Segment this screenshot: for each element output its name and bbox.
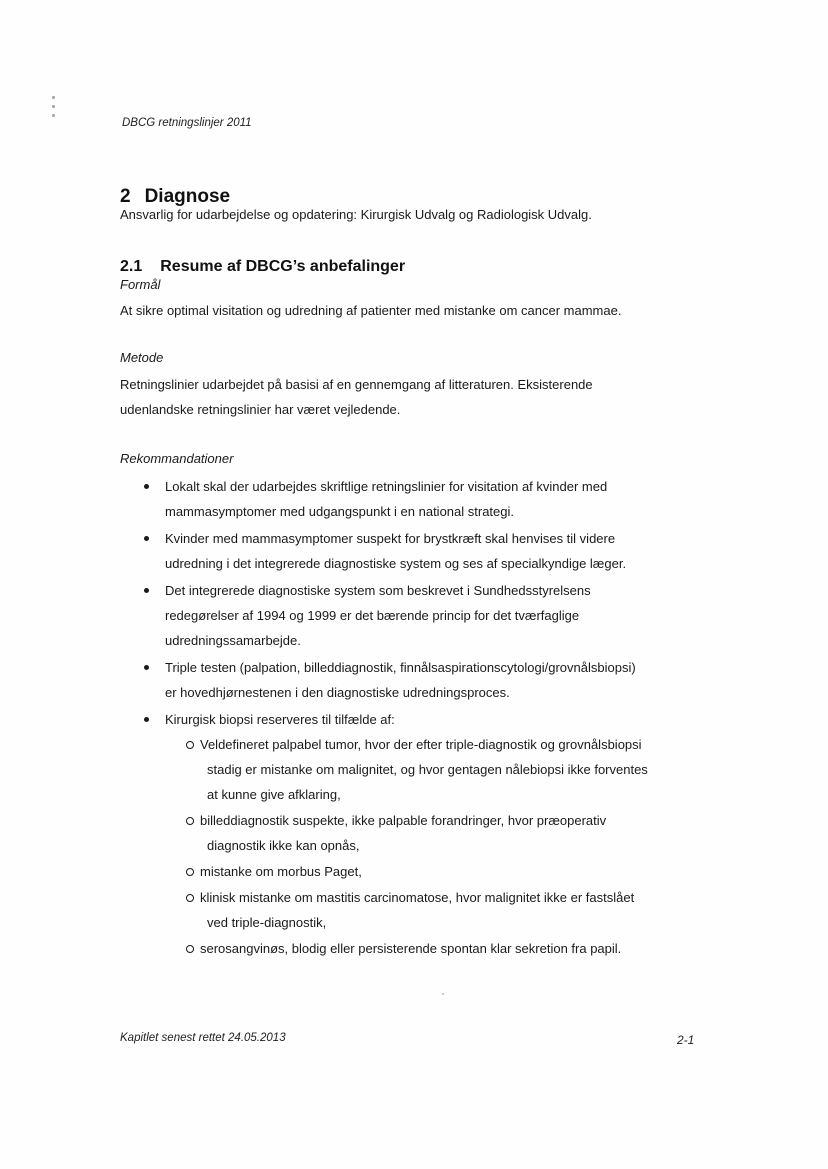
scan-speck — [442, 993, 444, 995]
list-item: Kirurgisk biopsi reserveres til tilfælde af: Veldefineret palpabel tumor, hvor der efter triple-diagnostik og grovnålsbiopsi stadig er mistanke om malignitet, og hvor gentagen nålebiopsi ikke forventes at kunne give afklaring, billeddiagnostik suspekte, ikke palpable forandringer, hvor præoperativ diagnostik ikke kan opnås, mistanke om morbus Paget, klinisk mistanke om mastitis carcinomatose, hvor malignitet ikke er fastslået ved triple-diagnostik, serosangvinøs, blodig eller persisterende spontan klar sekretion fra papil. — [120, 707, 720, 961]
running-header: DBCG retningslinjer 2011 — [122, 117, 252, 129]
footer-revision-date: Kapitlet senest rettet 24.05.2013 — [120, 1032, 286, 1044]
chapter-title-text: Diagnose — [144, 186, 231, 207]
list-item: Det integrerede diagnostiske system som beskrevet i Sundhedsstyrelsens redegørelser af 1994 og 1999 er det bærende princip for det tværfaglige udredningssamarbejde. — [120, 578, 720, 653]
bullet-icon — [144, 588, 149, 593]
metode-text — [120, 372, 720, 422]
metode-heading: Metode — [120, 350, 164, 365]
metode-line-2: udenlandske retningslinier har været vejledende. — [120, 402, 401, 417]
formaal-heading: Formål — [120, 277, 161, 292]
sublist-item: mistanke om morbus Paget, — [186, 859, 720, 884]
circle-bullet-icon — [186, 945, 194, 953]
scan-artifact — [52, 96, 58, 126]
bullet-icon — [144, 665, 149, 670]
sublist-item: serosangvinøs, blodig eller persisterende spontan klar sekretion fra papil. — [186, 936, 720, 961]
metode-line-1: Retningslinier udarbejdet på basisi af en gennemgang af litteraturen. Eksisterende — [120, 377, 593, 392]
section-title — [120, 258, 405, 276]
chapter-title — [120, 186, 230, 208]
bullet-icon — [144, 484, 149, 489]
circle-bullet-icon — [186, 817, 194, 825]
sublist-item: billeddiagnostik suspekte, ikke palpable forandringer, hvor præoperativ diagnostik ikke kan opnås, — [186, 808, 720, 858]
circle-bullet-icon — [186, 741, 194, 749]
circle-bullet-icon — [186, 894, 194, 902]
bullet-icon — [144, 536, 149, 541]
footer-page-number: 2-1 — [677, 1033, 695, 1047]
responsible-line: Ansvarlig for udarbejdelse og opdatering: Kirurgisk Udvalg og Radiologisk Udvalg. — [120, 207, 592, 222]
biopsy-sublist — [186, 732, 720, 961]
recommendation-list — [120, 474, 720, 963]
section-title-text: Resume af DBCG’s anbefalinger — [160, 258, 406, 275]
circle-bullet-icon — [186, 868, 194, 876]
sublist-item: klinisk mistanke om mastitis carcinomatose, hvor malignitet ikke er fastslået ved triple-diagnostik, — [186, 885, 720, 935]
rekommandationer-heading: Rekommandationer — [120, 451, 234, 466]
chapter-number: 2 — [120, 186, 131, 207]
section-number: 2.1 — [120, 258, 143, 275]
bullet-icon — [144, 717, 149, 722]
sublist-item: Veldefineret palpabel tumor, hvor der efter triple-diagnostik og grovnålsbiopsi stadig er mistanke om malignitet, og hvor gentagen nålebiopsi ikke forventes at kunne give afklaring, — [186, 732, 720, 807]
list-item: Kvinder med mammasymptomer suspekt for brystkræft skal henvises til videre udredning i det integrerede diagnostiske system og ses af specialkyndige læger. — [120, 526, 720, 576]
formaal-text: At sikre optimal visitation og udredning af patienter med mistanke om cancer mammae. — [120, 303, 622, 318]
list-item: Lokalt skal der udarbejdes skriftlige retningslinier for visitation af kvinder med mammasymptomer med udgangspunkt i en national strategi. — [120, 474, 720, 524]
list-item: Triple testen (palpation, billeddiagnostik, finnålsaspirationscytologi/grovnålsbiopsi) er hovedhjørnestenen i den diagnostiske udredningsproces. — [120, 655, 720, 705]
